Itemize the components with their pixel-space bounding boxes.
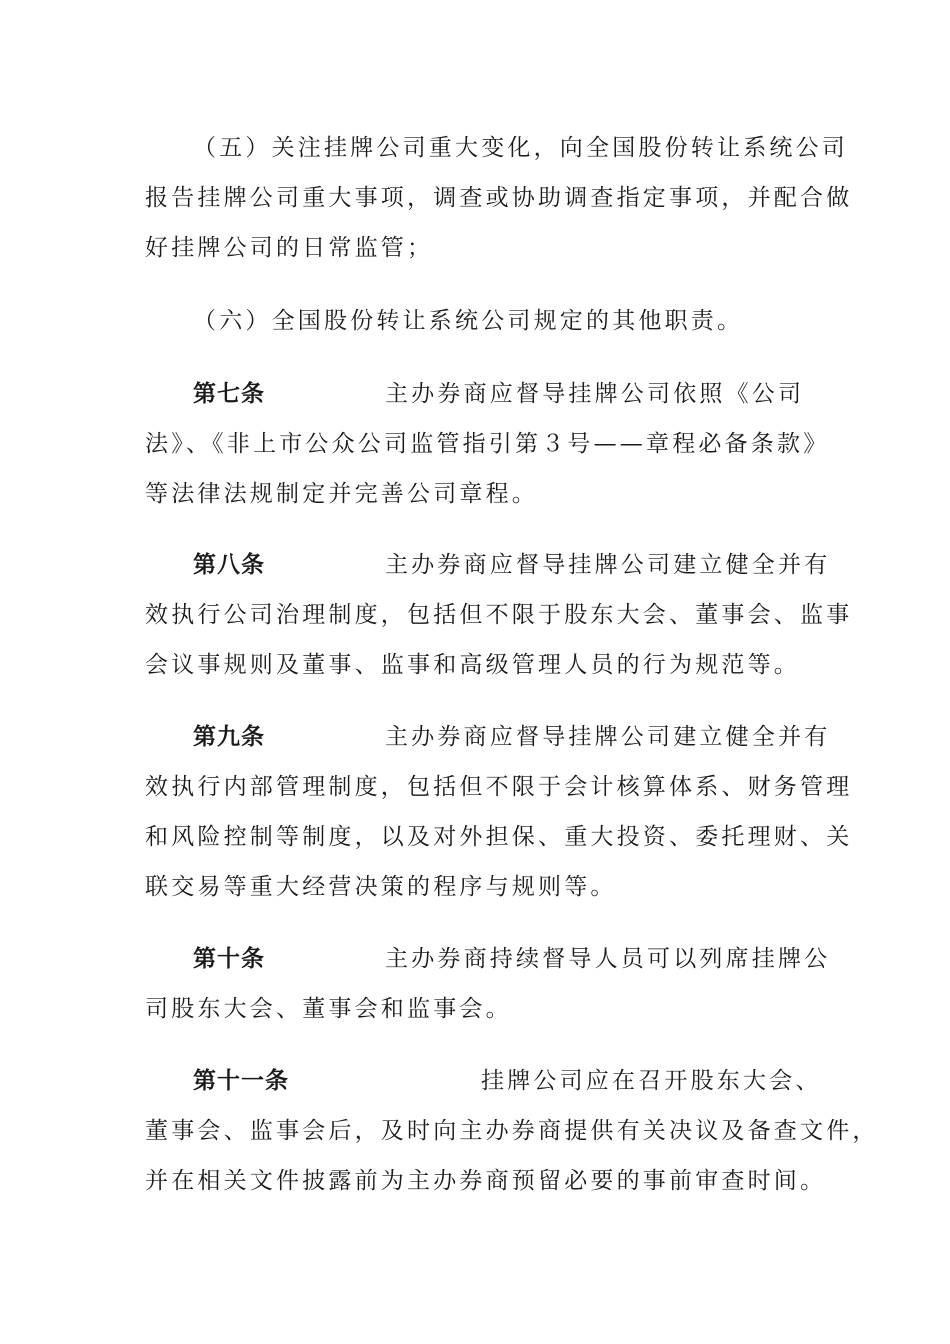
article-9-line-2: 效执行内部管理制度，包括但不限于会计核算体系、财务管理 xyxy=(145,774,853,800)
article-8-title: 第八条 xyxy=(193,552,265,578)
article-9-line-1: 主办券商应督导挂牌公司建立健全并有 xyxy=(385,724,831,750)
article-7-line-2: 法》、《非上市公众公司监管指引第３号——章程必备条款》 xyxy=(145,431,830,457)
article-7-line-3: 等法律法规制定并完善公司章程。 xyxy=(145,481,538,507)
article-9-title: 第九条 xyxy=(193,724,265,750)
item-5-line-1: （五）关注挂牌公司重大变化，向全国股份转让系统公司 xyxy=(193,135,848,161)
item-6-line-1: （六）全国股份转让系统公司规定的其他职责。 xyxy=(193,308,744,334)
article-11-line-1: 挂牌公司应在召开股东大会、 xyxy=(481,1068,822,1094)
item-5-line-2: 报告挂牌公司重大事项，调查或协助调查指定事项，并配合做 xyxy=(145,185,853,211)
article-9-line-4: 联交易等重大经营决策的程序与规则等。 xyxy=(145,874,617,900)
article-10-line-2: 司股东大会、董事会和监事会。 xyxy=(145,996,512,1022)
article-11-line-2: 董事会、监事会后，及时向主办券商提供有关决议及备查文件， xyxy=(145,1118,879,1144)
article-7-title: 第七条 xyxy=(193,381,265,407)
article-11-title: 第十一条 xyxy=(193,1068,289,1094)
article-8-line-1: 主办券商应督导挂牌公司建立健全并有 xyxy=(385,552,831,578)
article-9-line-3: 和风险控制等制度，以及对外担保、重大投资、委托理财、关 xyxy=(145,824,853,850)
article-8-line-3: 会议事规则及董事、监事和高级管理人员的行为规范等。 xyxy=(145,652,800,678)
article-7-line-1: 主办券商应督导挂牌公司依照《公司 xyxy=(385,381,805,407)
item-5-line-3: 好挂牌公司的日常监管； xyxy=(145,235,434,261)
article-10-title: 第十条 xyxy=(193,946,265,972)
article-11-line-3: 并在相关文件披露前为主办券商预留必要的事前审查时间。 xyxy=(145,1168,827,1194)
article-8-line-2: 效执行公司治理制度，包括但不限于股东大会、董事会、监事 xyxy=(145,602,853,628)
article-10-line-1: 主办券商持续督导人员可以列席挂牌公 xyxy=(385,946,831,972)
